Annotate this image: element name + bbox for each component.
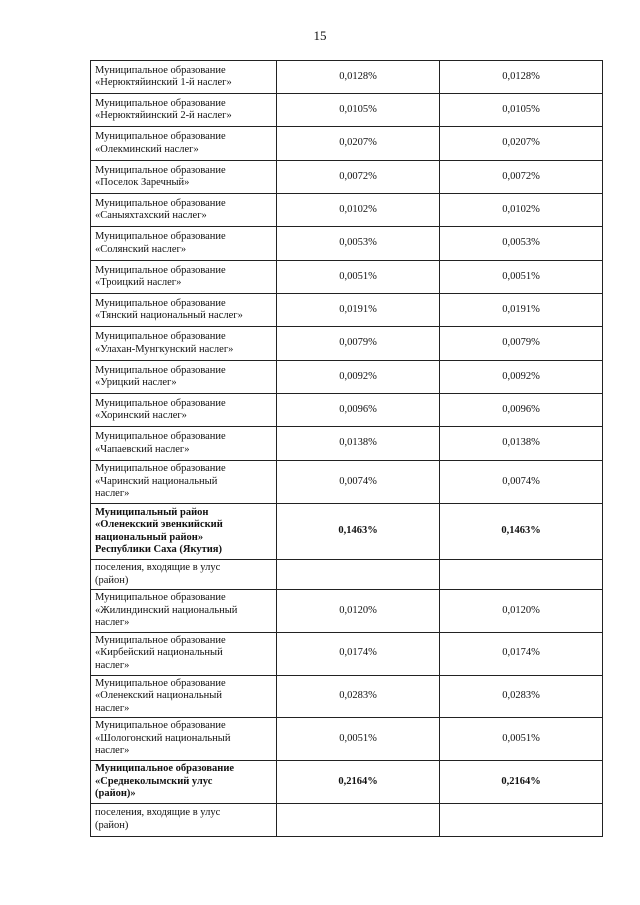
municipality-name-cell xyxy=(91,161,277,194)
share-value-cell: 0,0079% xyxy=(440,327,603,361)
municipality-name-cell xyxy=(91,803,277,836)
municipality-name-line: «Троицкий наслег» xyxy=(95,277,182,288)
municipality-name-line: «Шологонский национальный xyxy=(95,732,231,744)
municipality-name-line: «Чаринский национальный xyxy=(95,475,218,487)
municipality-name-line: (район) xyxy=(95,574,129,586)
share-value-cell: 0,0072% xyxy=(277,161,440,194)
municipality-name-line: «Чапаевский наслег» xyxy=(95,443,190,455)
municipality-name-line: Муниципальное образование xyxy=(95,164,226,176)
table-row xyxy=(91,427,603,461)
municipality-name-line: Муниципальное образование xyxy=(95,763,235,774)
municipality-name-cell xyxy=(91,261,277,294)
municipality-name-line: Муниципальное образование xyxy=(95,592,226,603)
share-value-cell: 0,0092% xyxy=(277,361,440,394)
share-value-cell: 0,0128% xyxy=(440,61,603,94)
municipality-name-cell xyxy=(91,504,277,560)
municipality-name-line: «Оленекский эвенкийский xyxy=(95,519,223,530)
share-value-cell: 0,2164% xyxy=(277,761,440,804)
share-value-cell: 0,0174% xyxy=(440,632,603,675)
share-value-cell: 0,0191% xyxy=(440,294,603,327)
municipality-name-line: «Солянский наслег» xyxy=(95,243,187,255)
municipality-name-line: «Кирбейский национальный xyxy=(95,647,223,659)
share-value-cell: 0,1463% xyxy=(440,504,603,560)
table-row xyxy=(91,327,603,361)
municipality-name-line: Муниципальное образование xyxy=(95,131,226,142)
share-value-cell: 0,0051% xyxy=(440,718,603,761)
municipality-name-line: Муниципальное образование xyxy=(95,677,226,689)
municipality-name-line: Муниципальное образование xyxy=(95,634,226,646)
table-row xyxy=(91,194,603,227)
municipality-name-line: Муниципальное образование xyxy=(95,97,226,109)
municipality-name-line: поселения, входящие в улус xyxy=(95,807,221,818)
municipality-name-cell xyxy=(91,127,277,161)
municipality-name-cell xyxy=(91,675,277,718)
table-row xyxy=(91,560,603,590)
share-value-cell: 0,0191% xyxy=(277,294,440,327)
municipality-name-line: наслег» xyxy=(95,488,130,500)
share-value-cell: 0,0096% xyxy=(440,394,603,427)
municipality-name-line: Муниципальное образование xyxy=(95,431,226,442)
table-row xyxy=(91,718,603,761)
municipality-name-line: «Среднеколымский улус xyxy=(95,775,213,787)
municipality-name-line: «Нерюктяйинский 2-й наслег» xyxy=(95,110,232,121)
table-row xyxy=(91,127,603,161)
municipality-name-line: «Улахан-Мунгкунский наслег» xyxy=(95,343,234,355)
share-value-cell xyxy=(440,560,603,590)
municipality-name-line: «Нерюктяйинский 1-й наслег» xyxy=(95,77,232,88)
municipality-name-line: национальный район» xyxy=(95,531,204,543)
page-number: 15 xyxy=(313,28,327,43)
municipality-name-line: «Тянский национальный наслег» xyxy=(95,310,243,321)
table-row xyxy=(91,261,603,294)
municipality-name-cell xyxy=(91,427,277,461)
allocation-table xyxy=(90,60,603,837)
municipality-name-line: «Оленекский национальный xyxy=(95,690,222,701)
share-value-cell: 0,1463% xyxy=(277,504,440,560)
table-row xyxy=(91,294,603,327)
municipality-name-cell xyxy=(91,327,277,361)
share-value-cell: 0,0105% xyxy=(440,94,603,127)
share-value-cell: 0,0074% xyxy=(277,461,440,504)
municipality-name-line: Муниципальное образование xyxy=(95,397,226,409)
share-value-cell xyxy=(440,803,603,836)
municipality-name-line: Муниципальное образование xyxy=(95,231,226,242)
share-value-cell: 0,2164% xyxy=(440,761,603,804)
municipality-name-cell xyxy=(91,394,277,427)
share-value-cell: 0,0102% xyxy=(277,194,440,227)
municipality-name-cell xyxy=(91,61,277,94)
share-value-cell: 0,0120% xyxy=(277,590,440,633)
municipality-name-cell xyxy=(91,227,277,261)
municipality-name-cell xyxy=(91,718,277,761)
municipality-name-line: наслег» xyxy=(95,659,130,671)
table-row xyxy=(91,394,603,427)
municipality-name-cell xyxy=(91,632,277,675)
share-value-cell xyxy=(277,560,440,590)
share-value-cell: 0,0128% xyxy=(277,61,440,94)
share-value-cell: 0,0053% xyxy=(277,227,440,261)
share-value-cell: 0,0207% xyxy=(277,127,440,161)
table-row xyxy=(91,61,603,94)
share-value-cell: 0,0051% xyxy=(277,718,440,761)
share-value-cell: 0,0079% xyxy=(277,327,440,361)
municipality-name-cell xyxy=(91,560,277,590)
table-row xyxy=(91,803,603,836)
municipality-name-line: (район) xyxy=(95,819,129,831)
share-value-cell: 0,0072% xyxy=(440,161,603,194)
municipality-name-line: Муниципальное образование xyxy=(95,364,226,376)
municipality-name-cell xyxy=(91,94,277,127)
municipality-name-line: «Жилиндинский национальный xyxy=(95,604,238,616)
share-value-cell: 0,0051% xyxy=(440,261,603,294)
municipality-name-line: «Поселок Заречный» xyxy=(95,177,190,188)
municipality-name-line: наслег» xyxy=(95,745,130,757)
municipality-name-line: Республики Саха (Якутия) xyxy=(95,544,222,555)
table-body xyxy=(91,61,603,837)
municipality-name-line: «Олекминский наслег» xyxy=(95,143,199,155)
municipality-name-line: «Урицкий наслег» xyxy=(95,377,177,388)
municipality-name-line: поселения, входящие в улус xyxy=(95,562,221,573)
municipality-name-line: «Хоринский наслег» xyxy=(95,410,187,421)
municipality-name-cell xyxy=(91,761,277,804)
municipality-name-line: «Саныяхтахский наслег» xyxy=(95,210,207,221)
municipality-name-cell xyxy=(91,361,277,394)
share-value-cell: 0,0207% xyxy=(440,127,603,161)
municipality-name-line: Муниципальное образование xyxy=(95,331,226,342)
table-row xyxy=(91,94,603,127)
share-value-cell: 0,0074% xyxy=(440,461,603,504)
municipality-name-line: Муниципальное образование xyxy=(95,197,226,209)
municipality-name-cell xyxy=(91,194,277,227)
table-row xyxy=(91,590,603,633)
share-value-cell: 0,0174% xyxy=(277,632,440,675)
share-value-cell: 0,0283% xyxy=(440,675,603,718)
municipality-name-line: Муниципальное образование xyxy=(95,297,226,309)
share-value-cell: 0,0138% xyxy=(440,427,603,461)
share-value-cell: 0,0053% xyxy=(440,227,603,261)
table-row xyxy=(91,161,603,194)
municipality-name-line: Муниципальное образование xyxy=(95,264,226,276)
municipality-name-line: Муниципальное образование xyxy=(95,64,226,76)
municipality-name-line: (район)» xyxy=(95,788,136,799)
table-row xyxy=(91,675,603,718)
share-value-cell: 0,0105% xyxy=(277,94,440,127)
table-row xyxy=(91,461,603,504)
municipality-name-cell xyxy=(91,461,277,504)
municipality-name-line: наслег» xyxy=(95,702,130,714)
table-row xyxy=(91,632,603,675)
municipality-name-line: Муниципальное образование xyxy=(95,720,226,732)
municipality-name-line: наслег» xyxy=(95,617,130,628)
share-value-cell: 0,0283% xyxy=(277,675,440,718)
share-value-cell: 0,0092% xyxy=(440,361,603,394)
share-value-cell: 0,0051% xyxy=(277,261,440,294)
table-row xyxy=(91,504,603,560)
share-value-cell: 0,0096% xyxy=(277,394,440,427)
table-row xyxy=(91,361,603,394)
share-value-cell: 0,0138% xyxy=(277,427,440,461)
municipality-name-cell xyxy=(91,294,277,327)
municipality-name-line: Муниципальный район xyxy=(95,506,209,518)
share-value-cell: 0,0102% xyxy=(440,194,603,227)
share-value-cell xyxy=(277,803,440,836)
municipality-name-line: Муниципальное образование xyxy=(95,463,226,475)
share-value-cell: 0,0120% xyxy=(440,590,603,633)
municipality-name-cell xyxy=(91,590,277,633)
table-row xyxy=(91,761,603,804)
table-row xyxy=(91,227,603,261)
